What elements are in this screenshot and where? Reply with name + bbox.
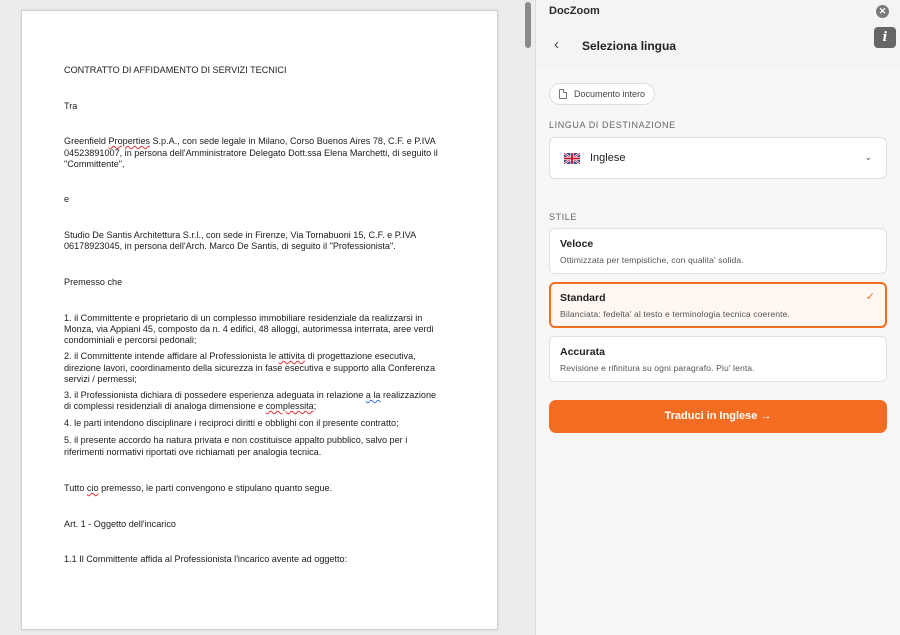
panel-header <box>536 24 872 70</box>
scope-chip[interactable] <box>549 83 655 105</box>
doc-line: "Committente", <box>64 159 125 169</box>
doc-line: condominiali e percorsi pedonali; <box>64 335 197 345</box>
info-icon[interactable]: i <box>874 27 896 48</box>
style-option-desc: Bilanciata: fedelta' al testo e terminologia tecnica coerente. <box>560 309 790 319</box>
doc-line: Studio De Santis Architettura S.r.l., con sede in Firenze, Via Tornabuoni 15, C.F. e P.IVA <box>64 230 417 240</box>
document-page[interactable] <box>21 10 498 630</box>
style-option-standard[interactable] <box>549 282 887 328</box>
doc-line: Tutto cio premesso, le parti convengono e stipulano quanto segue. <box>64 483 333 493</box>
doc-line: Tra <box>64 101 78 111</box>
document-icon <box>559 89 567 99</box>
selected-language: Inglese <box>590 152 626 164</box>
doc-line: 04523891007, in persona dell'Amministratore Delegato Dott.ssa Elena Marchetti, di seguito il <box>64 148 438 158</box>
style-option-desc: Ottimizzata per tempistiche, con qualita' solida. <box>560 255 744 265</box>
style-option-title: Accurata <box>560 346 605 358</box>
uk-flag-icon <box>564 153 580 164</box>
doc-line: Greenfield Properties S.p.A., con sede legale in Milano, Corso Buenos Aires 78, C.F. e P.IVA <box>64 136 436 146</box>
scroll-thumb[interactable] <box>525 2 531 48</box>
close-icon[interactable]: ✕ <box>876 5 889 18</box>
style-option-title: Standard <box>560 292 606 304</box>
language-section-label: LINGUA DI DESTINAZIONE <box>549 120 676 130</box>
doc-line: 1.1 Il Committente affida al Professionista l'incarico avente ad oggetto: <box>64 554 348 564</box>
doc-line: 1. il Committente e proprietario di un complesso immobiliare residenziale da realizzarsi in <box>64 313 423 323</box>
panel-content <box>536 70 900 635</box>
check-icon: ✓ <box>865 291 875 303</box>
doc-line: 4. le parti intendono disciplinare i reciproci diritti e obblighi con il presente contratto; <box>64 418 399 428</box>
doc-line: 5. il presente accordo ha natura privata e non costituisce appalto pubblico, salvo per i <box>64 435 408 445</box>
doc-line: Premesso che <box>64 277 123 287</box>
style-option-desc: Revisione e rifinitura su ogni paragrafo. Piu' lenta. <box>560 363 755 373</box>
back-chevron-icon[interactable]: ‹ <box>554 36 559 53</box>
style-section-label: STILE <box>549 212 578 222</box>
doc-line: 3. il Professionista dichiara di possedere esperienza adeguata in relazione a la realizzazione <box>64 390 437 400</box>
doc-line: direzione lavori, coordinamento della sicurezza in fase esecutiva e supporto alla Conferenza <box>64 363 436 373</box>
doc-line: riferimenti normativi riportati ove richiamati per analogia tecnica. <box>64 447 322 457</box>
language-select[interactable] <box>549 137 887 179</box>
panel-titlebar <box>536 0 900 24</box>
document-scrollbar[interactable] <box>523 0 533 635</box>
doc-line: Monza, via Appiani 45, composto da n. 4 edifici, 48 alloggi, autorimessa interrata, aree verdi <box>64 324 434 334</box>
doc-line: servizi / permessi; <box>64 374 137 384</box>
doc-line: 06178923045, in persona dell'Arch. Marco De Santis, di seguito il "Professionista". <box>64 241 396 251</box>
style-option-accurata[interactable] <box>549 336 887 382</box>
doc-line: di complessi residenziali di analoga dimensione e complessita; <box>64 401 317 411</box>
page-title: Seleziona lingua <box>582 39 677 53</box>
style-option-title: Veloce <box>560 238 594 250</box>
scope-chip-label: Documento intero <box>574 89 646 99</box>
translate-button[interactable]: Traduci in Inglese → <box>549 400 887 433</box>
translation-panel <box>535 0 900 635</box>
style-option-veloce[interactable] <box>549 228 887 274</box>
doc-title: CONTRATTO DI AFFIDAMENTO DI SERVIZI TECNICI <box>64 65 287 75</box>
doc-line: Art. 1 - Oggetto dell'incarico <box>64 519 176 529</box>
doc-line: e <box>64 194 70 204</box>
app-title: DocZoom <box>549 5 600 17</box>
doc-line: 2. il Committente intende affidare al Professionista le attivita di progettazione esecutiva, <box>64 351 416 361</box>
chevron-down-icon: ⌄ <box>864 152 872 162</box>
